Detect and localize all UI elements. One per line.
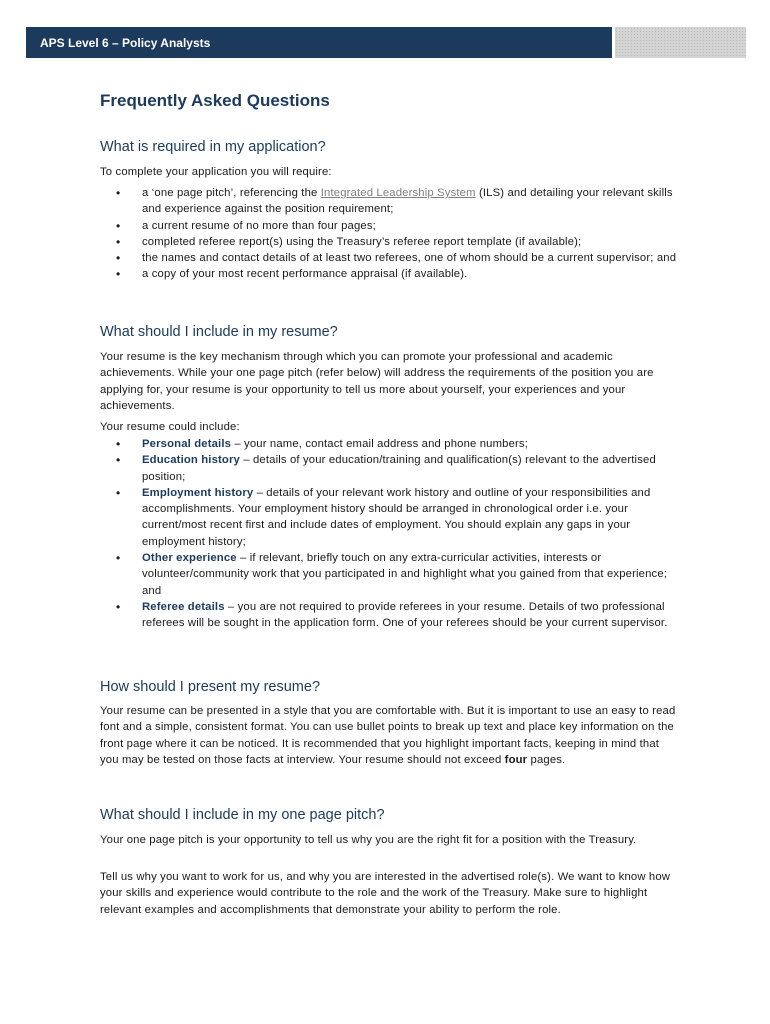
list-item: • a ‘one page pitch’, referencing the Integrated Leadership System (ILS) and detailing your relevant skills and experience against the position requirement; — [116, 186, 673, 216]
resume-contents-list — [100, 436, 680, 632]
application-requirements-list — [100, 185, 680, 283]
list-item: • Referee details – you are not required to provide referees in your resume. Details of two professional referees will be sought in the application form. One of your referees should be your current supervisor. — [116, 599, 668, 630]
resume-paragraph: Your resume is the key mechanism through which you can promote your professional and academic achievements. While your one page pitch (refer below) will address the requirements of the position you are applying for, your resume is your opportunity to tell us more about yourself, your experiences and your achievements. — [100, 351, 654, 412]
resume-could-include: Your resume could include: — [100, 421, 240, 433]
section-heading-present-resume: How should I present my resume? — [100, 679, 321, 695]
list-item: • a copy of your most recent performance appraisal (if available). — [116, 267, 468, 282]
header-bar — [26, 27, 612, 58]
section-heading-application: What is required in my application? — [100, 139, 326, 155]
list-item: • Personal details – your name, contact email address and phone numbers; — [116, 437, 529, 451]
header-title: APS Level 6 – Policy Analysts — [40, 36, 211, 50]
list-item: • Education history – details of your education/training and qualification(s) relevant to the advertised position; — [116, 453, 656, 483]
pitch-paragraph-1: Your one page pitch is your opportunity to tell us why you are the right fit for a position with the Treasury. — [100, 834, 637, 846]
section-heading-one-page-pitch: What should I include in my one page pitch? — [100, 807, 385, 823]
section-heading-resume: What should I include in my resume? — [100, 324, 338, 340]
list-item: • Other experience – if relevant, briefly touch on any extra-curricular activities, interests or volunteer/community work that you participated in and highlight what you gained from that experience; and — [116, 551, 668, 597]
list-item: • Employment history – details of your relevant work history and outline of your responsibilities and accomplishments. Your employment history should be arranged in chronological order i.e. your current/most recent first and include dates of employment. You should explain any gaps in your employment history; — [116, 485, 651, 548]
page-title: Frequently Asked Questions — [100, 91, 330, 110]
ils-link[interactable]: Integrated Leadership System — [320, 187, 476, 199]
list-item: • a current resume of no more than four pages; — [116, 218, 376, 233]
header-pattern — [615, 27, 746, 58]
application-intro: To complete your application you will require: — [100, 166, 332, 178]
list-item: • completed referee report(s) using the Treasury’s referee report template (if available); — [116, 234, 582, 249]
present-resume-paragraph: Your resume can be presented in a style that you are comfortable with. But it is important to use an easy to read font and a simple, consistent format. You can use bullet points to break up text and place key information on the front page where it can be noticed. It is recommended that you highlight important facts, keeping in mind that you may be tested on those facts at interview. Your resume should not exceed four pages. — [100, 705, 676, 766]
list-item: • the names and contact details of at least two referees, one of whom should be a current supervisor; and — [116, 251, 677, 266]
pitch-paragraph-2: Tell us why you want to work for us, and why you are interested in the advertised role(s). We want to know how your skills and experience would contribute to the role and the work of the Treasury. Make sure to highlight relevant examples and accomplishments that demonstrate your ability to perform the role. — [100, 871, 671, 916]
